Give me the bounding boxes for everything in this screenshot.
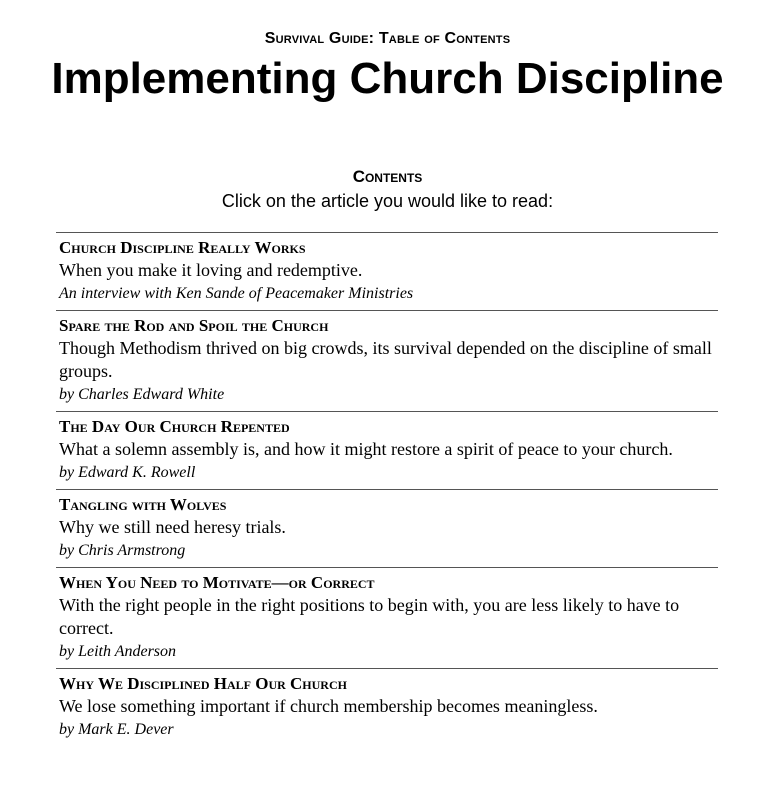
article-description: Though Methodism thrived on big crowds, its survival depended on the discipline of small groups. <box>59 338 712 381</box>
table-of-contents <box>56 232 718 746</box>
article-link-spare-the-rod[interactable] <box>56 310 718 411</box>
article-link-why-we-disciplined-half[interactable] <box>56 668 718 746</box>
article-byline: by Leith Anderson <box>59 643 177 660</box>
article-title[interactable]: Why We Disciplined Half Our Church <box>59 674 347 693</box>
article-byline: An interview with Ken Sande of Peacemaker Ministries <box>59 285 414 302</box>
article-title[interactable]: When You Need to Motivate—or Correct <box>59 573 375 592</box>
article-description: When you make it loving and redemptive. <box>59 260 363 280</box>
article-title[interactable]: Tangling with Wolves <box>59 495 227 514</box>
page-title: Implementing Church Discipline <box>51 54 724 103</box>
contents-instruction: Click on the article you would like to read: <box>221 191 554 211</box>
article-link-day-our-church-repented[interactable] <box>56 411 718 489</box>
article-link-church-discipline-really-works[interactable] <box>56 232 718 310</box>
article-description: Why we still need heresy trials. <box>59 517 286 537</box>
article-description: We lose something important if church membership becomes meaningless. <box>59 696 598 716</box>
article-byline: by Charles Edward White <box>59 386 225 403</box>
article-link-when-you-need-to-motivate[interactable] <box>56 567 718 668</box>
article-byline: by Chris Armstrong <box>59 542 186 559</box>
contents-heading: Contents <box>352 167 423 186</box>
article-byline: by Mark E. Dever <box>59 721 174 738</box>
article-title[interactable]: The Day Our Church Repented <box>59 417 290 436</box>
article-title[interactable]: Spare the Rod and Spoil the Church <box>59 316 329 335</box>
article-title[interactable]: Church Discipline Really Works <box>59 238 306 257</box>
article-description: What a solemn assembly is, and how it might restore a spirit of peace to your church. <box>59 439 673 459</box>
article-byline: by Edward K. Rowell <box>59 464 196 481</box>
article-link-tangling-with-wolves[interactable] <box>56 489 718 567</box>
survival-guide-kicker: Survival Guide: Table of Contents <box>264 30 511 47</box>
article-description: With the right people in the right positions to begin with, you are less likely to have to correct. <box>59 595 680 638</box>
